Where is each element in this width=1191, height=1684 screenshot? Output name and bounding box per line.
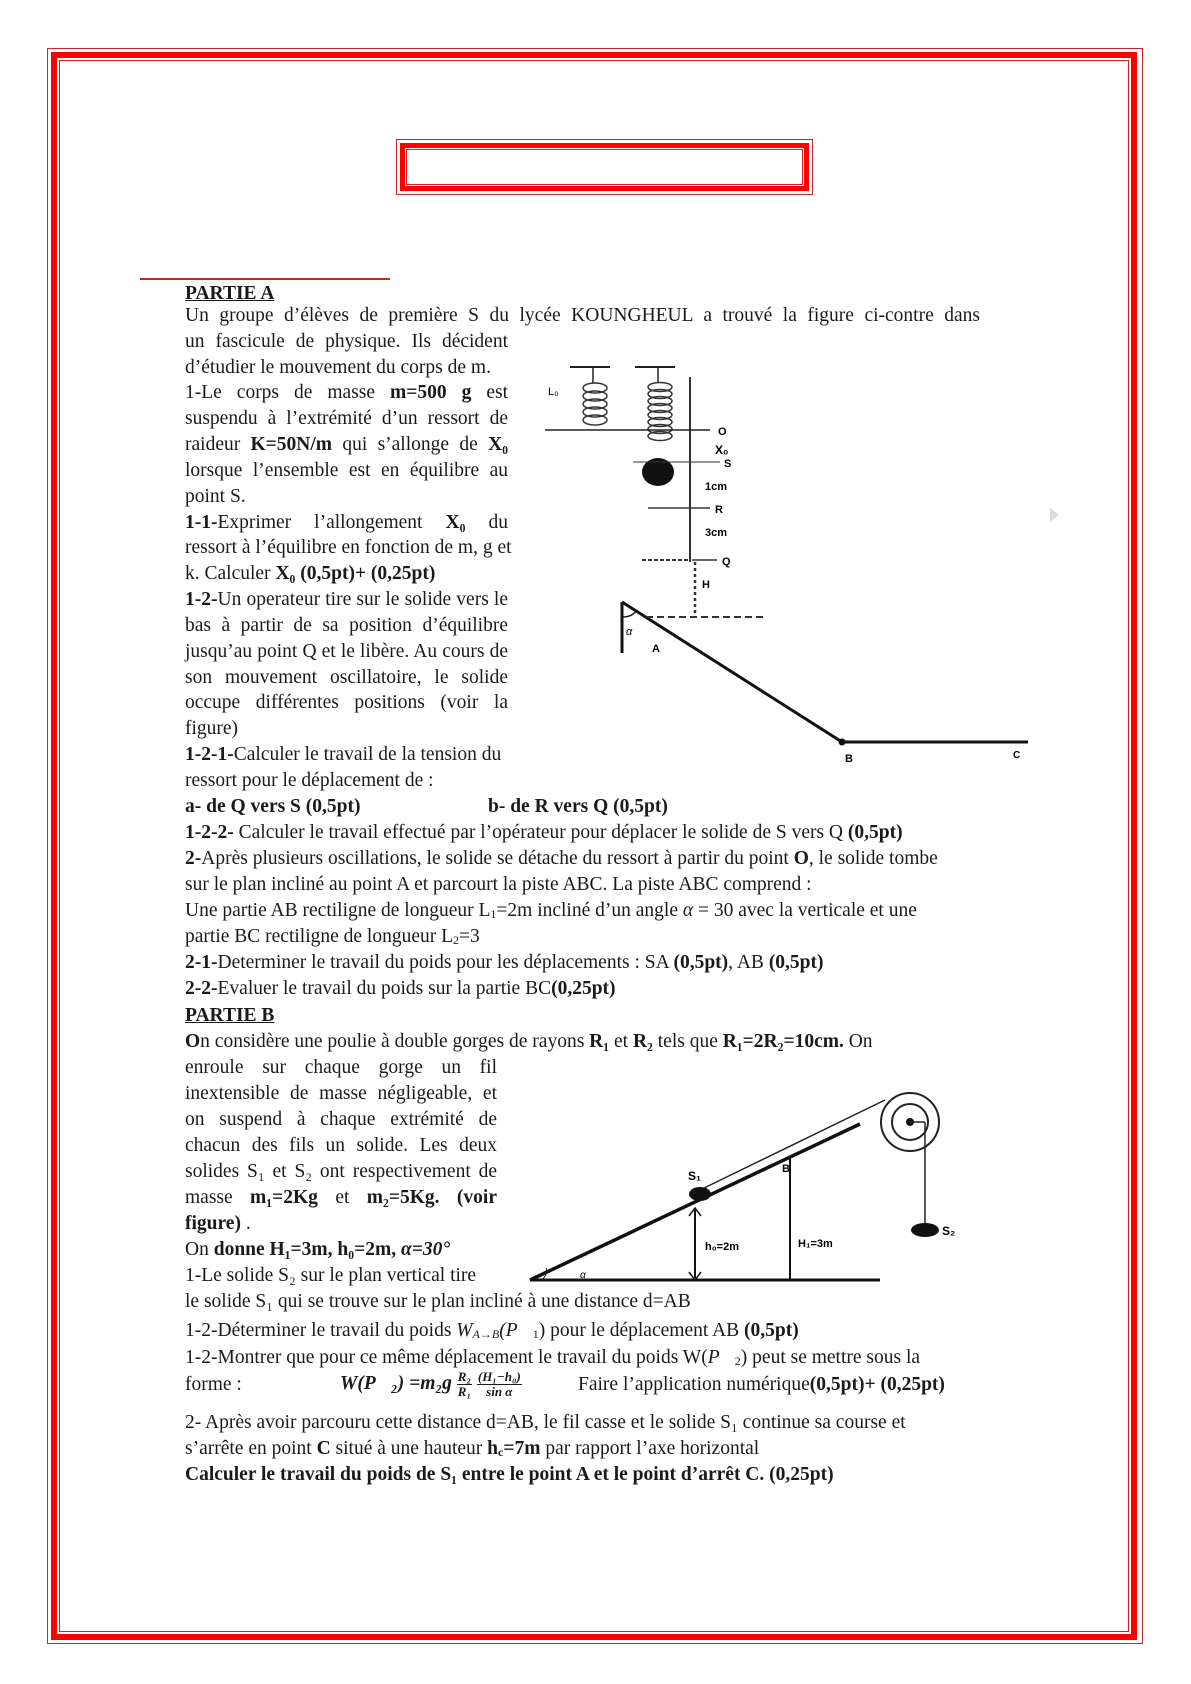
q2-line1: 2-Après plusieurs oscillations, le solide se détache du ressort à partir du point O, le solide tombe	[185, 848, 938, 869]
svg-text:O: O	[718, 426, 727, 438]
q12-line3: jusqu’au point Q et le libère. Au cours de	[185, 641, 508, 662]
q1-line3: raideur K=50N/m qui s’allonge de X₀	[185, 434, 508, 455]
part-b-q2-line2: s’arrête en point C situé à une hauteur $h_c=7m$ par rapport l’axe horizontal	[185, 1438, 760, 1459]
q11-line3: k. Calculer X₀ (0,5pt)+ (0,25pt)	[185, 563, 436, 584]
part-a-heading: PARTIE A	[185, 283, 275, 304]
svg-text:R: R	[715, 504, 723, 516]
q2-line3: Une partie AB rectiligne de longueur $L_1=2m$ incliné d’un angle α = 30 avec la verticale et une	[185, 900, 917, 921]
q1-line5: point S.	[185, 486, 246, 507]
title-box	[396, 139, 813, 195]
fraction-h-sin: $\frac{\text{(H₁−h₀)}}{\text{sin α}}$	[477, 1369, 521, 1400]
svg-text:A: A	[652, 643, 660, 655]
q121-a: a- de Q vers S (0,5pt)	[185, 796, 361, 817]
part-b-line6: solides S₁ et S₂ ont respectivement de	[185, 1161, 497, 1182]
part-a-intro-line3: d’étudier le mouvement du corps de m.	[185, 357, 491, 378]
part-b-line1: On considère une poulie à double gorges de rayons R₁ et R₂ tels que R₁=2R₂=10cm. On	[185, 1031, 873, 1052]
svg-text:1cm: 1cm	[705, 481, 728, 493]
label-l0: L₀	[548, 386, 559, 398]
part-b-line8: figure) .	[185, 1213, 251, 1234]
part-b-q12b-forme: forme :	[185, 1374, 242, 1395]
q121-line2: ressort pour le déplacement de :	[185, 770, 434, 791]
q1-line2: suspendu à l’extrémité d’un ressort de	[185, 408, 508, 429]
figure-spring-track	[540, 355, 1040, 775]
svg-text:S₂: S₂	[942, 1224, 956, 1238]
q2-line4: partie BC rectiligne de longueur $L_2=3$	[185, 926, 480, 947]
q22: 2-2-Evaluer le travail du poids sur la partie BC(0,25pt)	[185, 978, 616, 999]
svg-text:S: S	[724, 458, 732, 470]
part-b-line4: on suspend à chaque extrémité de	[185, 1109, 497, 1130]
figure-pulley-incline	[500, 1090, 980, 1290]
part-b-q1-line2: le solide S₁ qui se trouve sur le plan incliné à une distance d=AB	[185, 1291, 691, 1312]
part-b-q1-line1: 1-Le solide S₂ sur le plan vertical tire	[185, 1265, 477, 1286]
svg-text:H₁=3m: H₁=3m	[798, 1238, 833, 1250]
q12-line2: bas à partir de sa position d’équilibre	[185, 615, 508, 636]
part-b-q12b-line1: 1-2-Montrer que pour ce même déplacement le travail du poids $W(P⃗_2)$ peut se mettre sous la	[185, 1347, 921, 1368]
q122: 1-2-2- Calculer le travail effectué par l’opérateur pour déplacer le solide de S vers Q (0,5pt)	[185, 822, 903, 843]
svg-text:Q: Q	[722, 556, 731, 568]
q12-line5: occupe différentes positions (voir la	[185, 692, 508, 713]
svg-text:3cm: 3cm	[705, 527, 728, 539]
q121-b: b- de R vers Q (0,5pt)	[488, 796, 668, 817]
svg-text:B: B	[845, 753, 853, 765]
q2-line2: sur le plan incliné au point A et parcourt la piste ABC. La piste ABC comprend :	[185, 874, 812, 895]
q11-line1: 1-1-Exprimer l’allongement X₀ du	[185, 512, 509, 533]
svg-text:B: B	[782, 1163, 790, 1175]
q12-line4: son mouvement oscillatoire, le solide	[185, 667, 508, 688]
part-b-line2: enroule sur chaque gorge un fil	[185, 1057, 497, 1078]
svg-text:C: C	[1013, 750, 1021, 761]
q11-line2: ressort à l’équilibre en fonction de m, g et	[185, 537, 512, 558]
q21: 2-1-Determiner le travail du poids pour les déplacements : SA (0,5pt), AB (0,5pt)	[185, 952, 824, 973]
part-b-given: On donne H₁=3m, h₀=2m, α=30°	[185, 1239, 451, 1260]
part-b-q2-line1: 2- Après avoir parcouru cette distance d=AB, le fil casse et le solide S₁ continue sa course et	[185, 1412, 906, 1433]
fraction-r2-r1: $\frac{\text{R₂}}{\text{R₁}}$	[457, 1369, 471, 1400]
q12-line1: 1-2-Un operateur tire sur le solide vers le	[185, 589, 508, 610]
q12-line6: figure)	[185, 718, 239, 739]
part-b-q12a: 1-2-Déterminer le travail du poids $W_{A\to B}(P⃗_1)$ pour le déplacement AB (0,5pt)	[185, 1320, 799, 1341]
part-b-q12b-app: Faire l’application numérique(0,5pt)+ (0,25pt)	[578, 1374, 945, 1395]
part-b-heading: PARTIE B	[185, 1005, 275, 1026]
q1-line1: 1-Le corps de masse m=500 g est	[185, 382, 508, 403]
part-b-line7: masse m₁=2Kg et m₂=5Kg. (voir	[185, 1187, 497, 1208]
svg-text:α: α	[580, 1270, 586, 1281]
q121-line1: 1-2-1-Calculer le travail de la tension du	[185, 744, 502, 765]
part-a-intro-line1: Un groupe d’élèves de première S du lycée KOUNGHEUL a trouvé la figure ci-contre dans	[185, 305, 980, 326]
svg-text:H: H	[702, 579, 710, 591]
q1-line4: lorsque l’ensemble est en équilibre au	[185, 460, 508, 481]
svg-text:X₀: X₀	[715, 443, 729, 457]
part-a-intro-line2: un fascicule de physique. Ils décident	[185, 331, 508, 352]
svg-text:S₁: S₁	[688, 1169, 701, 1183]
part-b-formula: W(P⃗₂) =m₂g $\frac{\text{R₂}}{\text{R₁}}$ $\frac{\text{(H₁−h₀)}}{\text{sin α}}$	[340, 1369, 521, 1400]
part-b-line5: chacun des fils un solide. Les deux	[185, 1135, 497, 1156]
svg-text:h₀=2m: h₀=2m	[705, 1241, 739, 1253]
header-red-rule	[140, 278, 390, 280]
svg-text:α: α	[626, 626, 633, 638]
title-box-inner	[400, 143, 809, 191]
part-b-q2-final: Calculer le travail du poids de S₁ entre le point A et le point d’arrêt C. (0,25pt)	[185, 1464, 834, 1485]
part-b-line3: inextensible de masse négligeable, et	[185, 1083, 497, 1104]
side-arrow-marker	[1050, 508, 1059, 522]
